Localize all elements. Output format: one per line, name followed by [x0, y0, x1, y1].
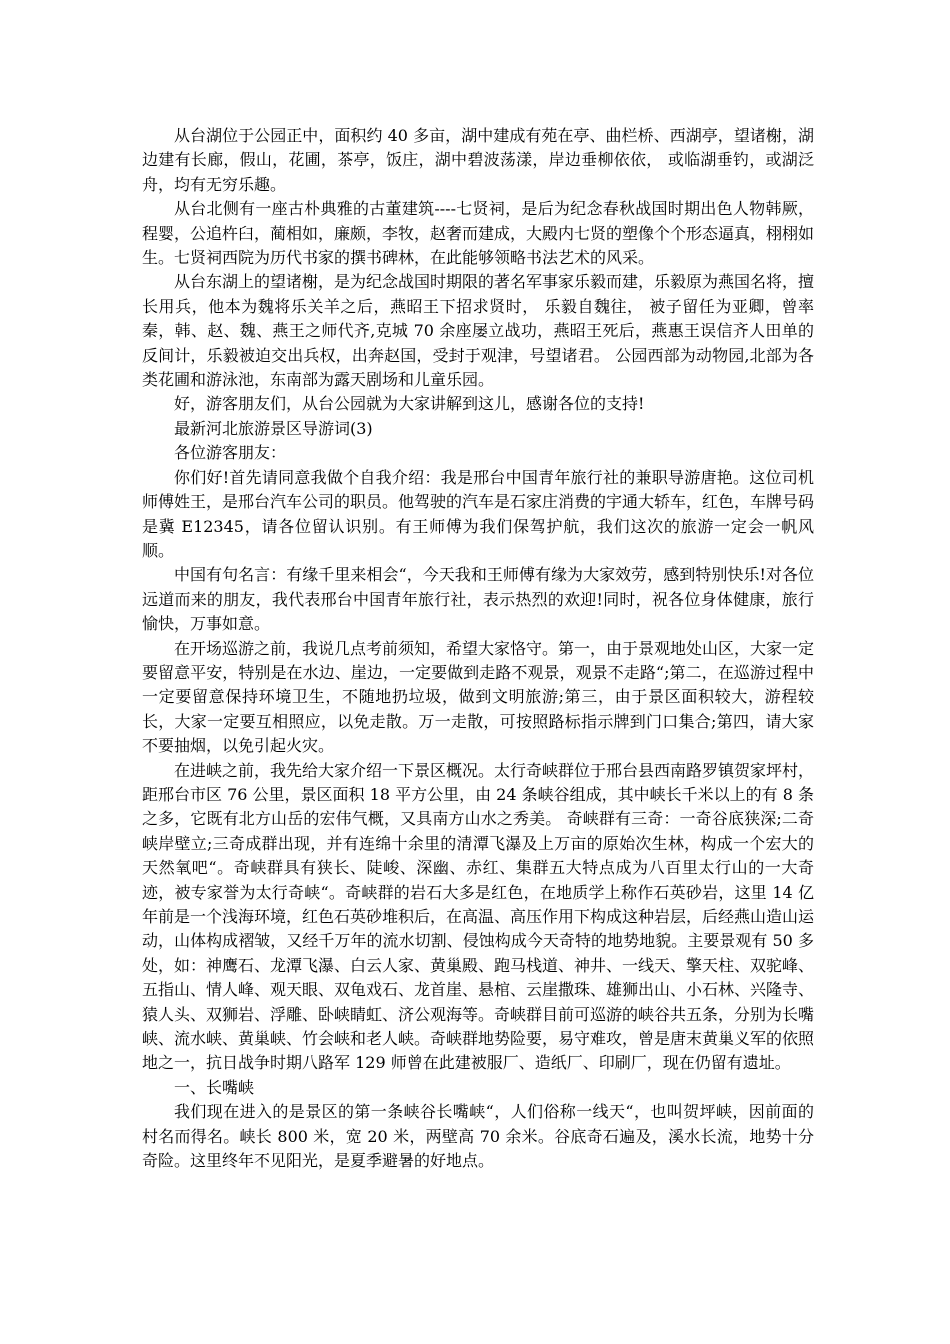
paragraph-welcome: 中国有句名言：有缘千里来相会“，今天我和王师傅有缘为大家效劳，感到特别快乐!对各位远道而来的朋友，我代表邢台中国青年旅行社，表示热烈的欢迎!同时，祝各位身体健康，旅行愉快，万事如意。	[142, 565, 814, 634]
salutation: 各位游客朋友：	[174, 443, 287, 463]
paragraph-wangzhu-pavilion: 从台东湖上的望诸榭，是为纪念战国时期限的著名军事家乐毅而建，乐毅原为燕国名将，擅长用兵，他本为魏将乐关羊之后，燕昭王下招求贤时， 乐毅自魏往， 被子留任为亚卿，曾率秦，韩、赵、魏、燕王之师代齐,克城 70 余座屡立战功，燕昭王死后，燕惠王误信齐人田单的反间计，乐毅被迫交出兵权，出奔赵国，受封于观津，号望诸君。 公园西部为动物园,北部为各类花圃和游泳池，东南部为露天剧场和儿童乐园。	[142, 272, 815, 390]
document-body	[142, 124, 814, 1173]
paragraph-scenic-overview: 在进峡之前，我先给大家介绍一下景区概况。太行奇峡群位于邢台县西南路罗镇贺家坪村，距邢台市区 76 公里，景区面积 18 平方公里，由 24 条峡谷组成，其中峡长千米以上的有 8 条之多，它既有北方山岳的宏伟气概，又具南方山水之秀美。 奇峡群有三奇：一奇谷底狭深;二奇峡岸壁立;三奇成群出现，并有连绵十余里的清潭飞瀑及上万亩的原始次生林，构成一个宏大的天然氧吧“。奇峡群具有狭长、陡峻、深幽、赤红、集群五大特点成为八百里太行山的一大奇迹，被专家誉为太行奇峡“。奇峡群的岩石大多是红色，在地质学上称作石英砂岩，这里 14 亿年前是一个浅海环境，红色石英砂堆积后，在高温、高压作用下构成这种岩层，后经燕山造山运动，山体构成褶皱，又经千万年的流水切割、侵蚀构成今天奇特的地势地貌。主要景观有 50 多处，如：神鹰石、龙潭飞瀑、白云人家、黄巢殿、跑马栈道、神井、一线天、擎天柱、双驼峰、五指山、情人峰、观天眼、双龟戏石、龙首崖、悬棺、云崖撒珠、雄狮出山、小石林、兴隆寺、猿人头、双狮岩、浮雕、卧峡睛虹、济公观海等。奇峡群目前可巡游的峡谷共五条，分别为长嘴峡、流水峡、黄巢峡、竹会峡和老人峡。奇峡群地势险要，易守难攻，曾是唐末黄巢义军的依照地之一，抗日战争时期八路军 129 师曾在此建被服厂、造纸厂、印刷厂，现在仍留有遗址。	[142, 760, 815, 1073]
paragraph-tour-notices: 在开场巡游之前，我说几点考前须知，希望大家恪守。第一，由于景观地处山区，大家一定要留意平安，特别是在水边、崖边，一定要做到走路不观景，观景不走路“;第二，在巡游过程中一定要留意保持环境卫生，不随地扔垃圾，做到文明旅游;第三，由于景区面积较大，游程较长，大家一定要互相照应，以免走散。万一走散，可按照路标指示牌到门口集合;第四，请大家不要抽烟，以免引起火灾。	[142, 638, 815, 756]
subsection-heading: 一、长嘴峡	[174, 1077, 255, 1097]
paragraph-congtai-lake: 从台湖位于公园正中，面积约 40 多亩，湖中建成有苑在亭、曲栏桥、西湖亭，望诸榭，湖边建有长廊，假山，花圃，茶亭，饭庄，湖中碧波荡漾，岸边垂柳依依， 或临湖垂钓，或湖泛舟，均有无穷乐趣。	[142, 126, 814, 194]
paragraph-changzui-gorge: 我们现在进入的是景区的第一条峡谷长嘴峡“，人们俗称一线天“，也叫贺坪峡，因前面的村名而得名。峡长 800 米，宽 20 米，两壁高 70 余米。谷底奇石遍及，溪水长流，地势十分奇险。这里终年不见阳光，是夏季避暑的好地点。	[142, 1102, 814, 1171]
paragraph-seven-sages-shrine: 从台北侧有一座古朴典雅的古董建筑----七贤祠，是后为纪念春秋战国时期出色人物韩厥，程婴，公追杵臼，蔺相如，廉颇，李牧，赵奢而建成，大殿内七贤的塑像个个形态逼真，栩栩如生。七贤祠西院为历代书家的撰书碑林，在此能够领略书法艺术的风采。	[142, 199, 815, 268]
paragraph-self-introduction: 你们好!首先请同意我做个自我介绍：我是邢台中国青年旅行社的兼职导游唐艳。这位司机师傅姓王，是邢台汽车公司的职员。他驾驶的汽车是石家庄消费的宇通大轿车，红色，车牌号码是冀 E12345，请各位留认识别。有王师傅为我们保驾护航，我们这次的旅游一定会一帆风顺。	[142, 467, 815, 560]
section-heading: 最新河北旅游景区导游词(3)	[174, 418, 373, 438]
paragraph-closing-thanks: 好，游客朋友们，从台公园就为大家讲解到这儿，感谢各位的支持!	[174, 394, 645, 414]
